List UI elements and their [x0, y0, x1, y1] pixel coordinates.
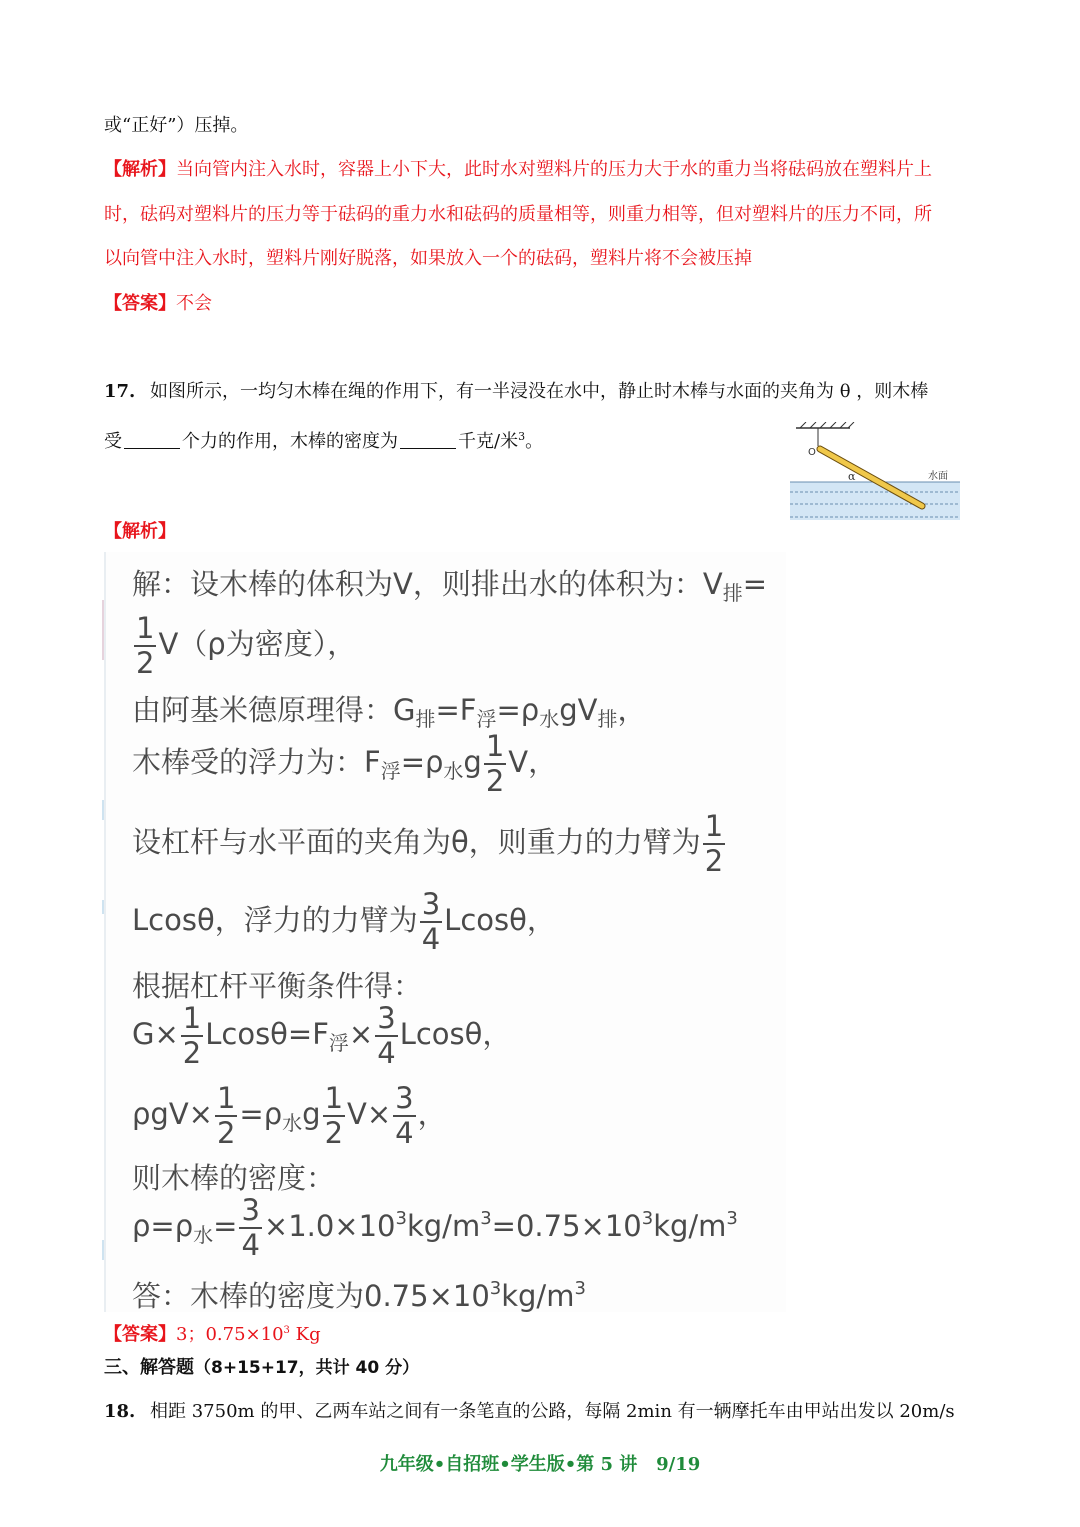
blank-1 [124, 430, 180, 449]
q16-analysis-line-2: 时，砝码对塑料片的压力等于砝码的重力水和砝码的质量相等，则重力相等，但对塑料片的压力不同，所 [104, 204, 932, 225]
q17-answer [104, 1319, 321, 1347]
sol-line-5: 设杠杆与水平面的夹角为θ，则重力的力臂为 $\frac{1}{2}$ [132, 809, 724, 878]
sol-line-7: 根据杠杆平衡条件得： [132, 969, 423, 1003]
angle-label: α [848, 470, 856, 483]
sol-line-4: 木棒受的浮力为：$F_浮=\rho_水g$ $\frac{1}{2}$ V， [132, 729, 558, 798]
answer-exponent: 3 [283, 1325, 290, 1336]
question-text: 如图所示，一均匀木棒在绳的作用下，有一半浸没在水中，静止时木棒与水面的夹角为 θ ，则木棒 [150, 381, 929, 402]
section-note: （8+15+17，共计 40 分） [194, 1358, 420, 1378]
sol-line-2: $\frac{1}{2}$ V（ρ为密度）， [136, 611, 357, 680]
sol-line-8: G× $\frac{1}{2}$ $Lcos\theta=F_浮\times$ $\frac{3}{4}$ Lcosθ， [132, 1001, 512, 1070]
page-number: 9/19 [656, 1454, 701, 1475]
q16-answer [104, 292, 212, 316]
text: 千克/米 [458, 431, 519, 452]
sol-line-3: 由阿基米德原理得：$G_排=F_浮=\rho_水gV_排$， [132, 693, 647, 731]
solution-image [104, 552, 786, 1312]
text: 个力的作用，木棒的密度为 [182, 431, 398, 452]
answer-unit: Kg [289, 1324, 321, 1345]
sol-line-6: Lcosθ，浮力的力臂为 $\frac{3}{4}$ Lcosθ， [132, 887, 556, 956]
sol-line-9: ρgV× $\frac{1}{2}$ $=\rho_水g$ $\frac{1}{2}$ V× $\frac{3}{4}$ ， [132, 1081, 447, 1150]
rod-figure [788, 422, 960, 522]
q18-line-1 [104, 1400, 955, 1424]
sol-line-1: 解：设木棒的体积为V，则排出水的体积为：$V_排=$ [132, 567, 767, 605]
answer-label: 【答案】 [104, 1324, 176, 1345]
sol-line-12: 答：木棒的密度为$0.75\times 10^3kg/m^3$ [132, 1278, 586, 1313]
sol-line-10: 则木棒的密度： [132, 1161, 336, 1195]
analysis-text: 当向管内注入水时，容器上小下大，此时水对塑料片的压力大于水的重力当将砝码放在塑料片上 [176, 159, 932, 180]
analysis-label: 【解析】 [104, 159, 176, 180]
blank-2 [400, 430, 456, 449]
answer-text: 不会 [176, 293, 212, 314]
footer-text: 九年级•自招班•学生版•第 5 讲 [379, 1454, 638, 1475]
unit-exponent: 3 [518, 430, 526, 443]
text: 。 [525, 431, 544, 452]
water-label: 水面 [928, 471, 948, 482]
section-title: 三、解答题 [104, 1357, 194, 1378]
text: 受 [104, 431, 122, 452]
pivot-label: O [808, 447, 816, 458]
question-number: 17. [104, 381, 136, 402]
q17-line-1 [104, 380, 928, 404]
answer-text: 3；0.75×10 [176, 1324, 284, 1345]
sol-line-11: $\rho=\rho_水=$ $\frac{3}{4}$ $\times 1.0\times 10^3kg/m^3=0.75\times 10^3kg/m^3$ [132, 1193, 738, 1262]
answer-label: 【答案】 [104, 293, 176, 314]
q17-analysis-label: 【解析】 [104, 521, 176, 542]
q16-analysis-line-3: 以向管中注入水时，塑料片刚好脱落，如果放入一个的砝码，塑料片将不会被压掉 [104, 248, 752, 269]
question-number: 18. [104, 1401, 136, 1422]
top-line: 或“正好”）压掉。 [104, 115, 249, 136]
section-3-heading [104, 1356, 419, 1380]
q17-line-2 [104, 425, 543, 454]
page-footer [0, 1450, 1080, 1476]
question-text: 相距 3750m 的甲、乙两车站之间有一条笔直的公路，每隔 2min 有一辆摩托车由甲站出发以 20m/s [150, 1401, 955, 1422]
q16-analysis-line-1 [104, 158, 932, 182]
